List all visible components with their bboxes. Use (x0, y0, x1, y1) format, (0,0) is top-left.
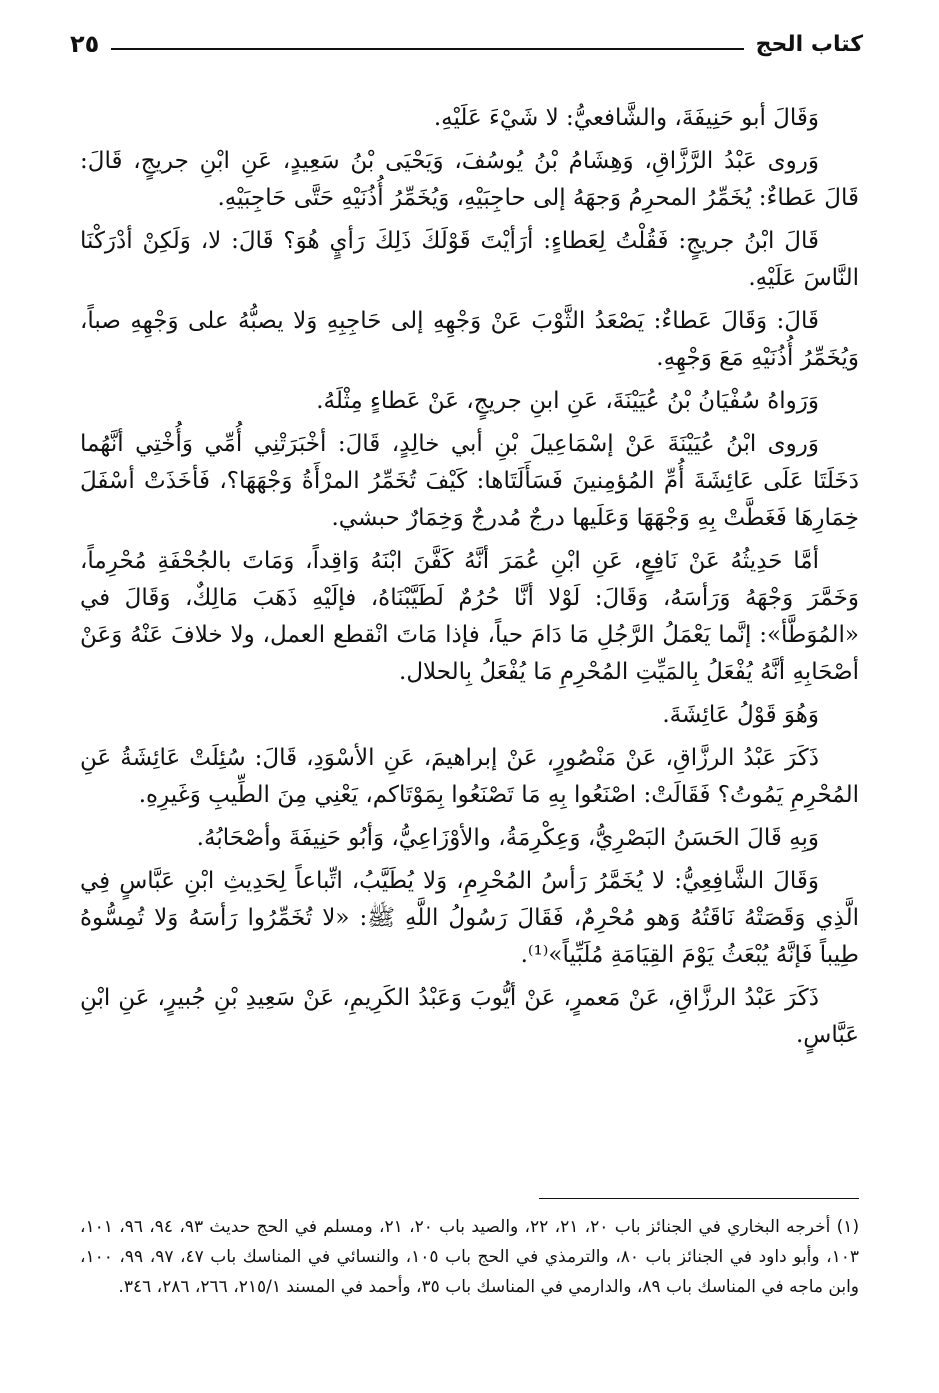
paragraph: وَروى ابْنُ عُيَيْنَةَ عَنْ إسْمَاعِيلَ بْنِ أبي خالِدٍ، قَالَ: أخْبَرَتْنِي أُمِّي وَأُخْتِي أنَّهُما دَخَلَتَا عَلَى عَائِشَةَ أُمِّ المُؤمِنينَ فَسَأَلَتَاها: كَيْفَ تُخَمِّرُ المرْأَةُ وَجْهَهَا؟، فَأخَذَتْ أسْفَلَ خِمَارِهَا فَغَطَّتْ بِهِ وَجْهَهَا وَعَلَيها درجٌ مُدرجٌ وَخِمَارٌ حبشي. (80, 431, 859, 531)
paragraph: وَقَالَ الشَّافِعِيُّ: لا يُخَمَّرُ رَأسُ المُحْرِمِ، وَلا يُطَيَّبُ، اتِّباعاً لِحَدِيثِ ابْنِ عَبَّاسٍ فِي الَّذِي وَقَصَتْهُ نَاقَتُهُ وَهو مُحْرِمٌ، فَقَالَ رَسُولُ اللَّهِ ﷺ: «لا تُخَمِّرُوا رَأسَهُ وَلا تُمِسُّوهُ طِيباً فَإنَّهُ يُبْعَثُ يَوْمَ القِيَامَةِ مُلَبِّياً»⁽¹⁾. (80, 868, 859, 968)
paragraph: وَهُوَ قَوْلُ عَائِشَةَ. (662, 702, 819, 728)
page-header (70, 22, 863, 66)
paragraph: وَرَواهُ سُفْيَانُ بْنُ عُيَيْنَةَ، عَنِ ابنِ جريجٍ، عَنْ عَطاءٍ مِثْلَهُ. (316, 388, 819, 414)
paragraph: وَروى عَبْدُ الرَّزَّاقِ، وَهِشَامُ بْنُ يُوسُفَ، وَيَحْيَى بْنُ سَعِيدٍ، عَنِ ابْنِ جريجٍ، قَالَ: قَالَ عَطاءٌ: يُخَمِّرُ المحرِمُ وَجهَهُ إلى حاجِبَيْهِ، وَيُخَمِّرُ أُذُنَيْهِ حَتَّى حَاجِبَيْهِ. (80, 148, 859, 211)
body-text (80, 100, 859, 1060)
paragraph: وَقَالَ أبو حَنِيفَةَ، والشَّافعيُّ: لا شَيْءَ عَلَيْهِ. (433, 105, 819, 131)
paragraph: وَبِهِ قَالَ الحَسَنُ البَصْرِيُّ، وَعِكْرِمَةُ، والأوْزَاعِيُّ، وَأبُو حَنِيفَةَ وأصْحَابُهُ. (196, 825, 819, 851)
paragraph: أمَّا حَدِيثُهُ عَنْ نَافِعٍ، عَنِ ابْنِ عُمَرَ أنَّهُ كَفَّنَ ابْنَهُ وَاقِداً، وَمَاتَ بالجُحْفَةِ مُحْرِماً، وَخَمَّرَ وَجْهَهُ وَرَأسَهُ، وَقَالَ: لَوْلا أنَّا حُرُمٌ لَطَيَّبْنَاهُ، فإلَيْهِ ذَهَبَ مَالِكٌ، وَقَالَ في «المُوَطَّأ»: إنَّما يَعْمَلُ الرَّجُلِ مَا دَامَ حياً، فإذا مَاتَ انْقطع العمل، ولا خلافَ عَنْهُ وَعَنْ أصْحَابِهِ أنَّهُ يُفْعَلُ بِالمَيِّتِ المُحْرِمِ مَا يُفْعَلُ بِالحلال. (80, 548, 859, 685)
paragraph: ذَكَرَ عَبْدُ الرزَّاقِ، عَنْ مَنْصُورٍ، عَنْ إبراهيمَ، عَنِ الأسْوَدِ، قَالَ: سُئِلَتْ عَائِشَةُ عَنِ المُحْرِمِ يَمُوتُ؟ فَقَالَتْ: اصْنَعُوا بِهِ مَا تَصْنَعُوا بِمَوْتَاكم، يَعْنِي مِنَ الطِّيبِ وَغَيرِهِ. (80, 745, 859, 808)
paragraph: قَالَ ابْنُ جريجٍ: فَقُلْتُ لِعَطاءٍ: أرَأيْتَ قَوْلَكَ ذَلِكَ رَأيٍ هُوَ؟ قَالَ: لا، وَلَكِنْ أدْرَكْنَا النَّاسَ عَلَيْهِ. (80, 228, 859, 291)
paragraph: قَالَ: وَقَالَ عَطاءٌ: يَصْعَدُ الثَّوْبَ عَنْ وَجْهِهِ إلى حَاجِبِهِ وَلا يصبُّهُ على وَجْهِهِ صباً، وَيُخَمِّرُ أُذُنَيْهِ مَعَ وَجْهِهِ. (80, 308, 859, 371)
footnote: (١) أخرجه البخاري في الجنائز باب ٢٠، ٢١، ٢٢، والصيد باب ٢٠، ٢١، ومسلم في الحج حديث ٩٣، ٩٤، ٩٦، ١٠١، ١٠٣، وأبو داود في الجنائز باب ٨٠، والترمذي في الحج باب ١٠٥، والنسائي في المناسك باب ٤٧، ٩٧، ٩٩، ١٠٠، وابن ماجه في المناسك باب ٨٩، والدارمي في المناسك باب ٣٥، وأحمد في المسند ٢١٥/١، ٢٦٦، ٢٨٦، ٣٤٦. (80, 1217, 860, 1297)
footnote-separator (539, 1198, 859, 1199)
page-number: ٢٥ (70, 30, 100, 58)
running-title: كتاب الحج (755, 31, 863, 57)
paragraph: ذَكَرَ عَبْدُ الرزَّاقِ، عَنْ مَعمرٍ، عَنْ أيُّوبَ وَعَبْدُ الكَرِيمِ، عَنْ سَعِيدِ بْنِ جُبيرٍ، عَنِ ابْنِ عَبَّاسٍ. (80, 985, 859, 1048)
header-rule (111, 48, 743, 50)
